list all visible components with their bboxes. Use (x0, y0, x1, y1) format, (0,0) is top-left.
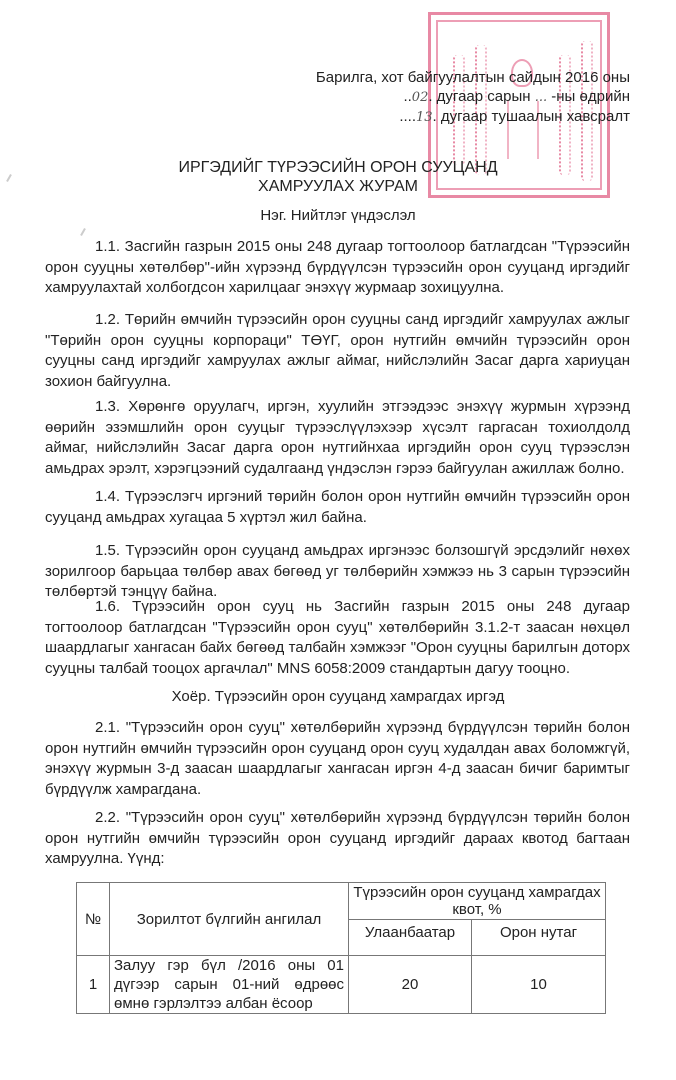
cell-local: 10 (472, 956, 606, 1014)
paragraph-1-5: 1.5. Түрээсийн орон сууцанд амьдрах иргэнээс болзошгүй эрсдэлийг нөхөх зорилгоор барьцаа төлбөр авах бөгөөд уг төлбөрийн хэмжээ нь 3 сарын түрээсийн төлбөртэй тэнцүү байна. (45, 542, 630, 600)
section-heading-1: Нэг. Нийтлэг үндэслэл (260, 207, 416, 224)
attachment-line-1: Барилга, хот байгуулалтын сайдын 2016 оны (315, 69, 630, 86)
scan-speck (80, 228, 86, 236)
cell-category: Залуу гэр бүл /2016 оны 01 дүгээр сарын 01-ний өдрөөс өмнө гэрлэлтээ албан ёсоор (110, 956, 349, 1014)
header-category: Зорилтот бүлгийн ангилал (110, 883, 349, 956)
section-heading-2: Хоёр. Түрээсийн орон сууцанд хамрагдах иргэд (171, 688, 505, 705)
paragraph-1-4: 1.4. Түрээслэгч иргэний төрийн болон орон нутгийн өмчийн түрээсийн орон сууцанд амьдрах хугацаа 5 хүртэл жил байна. (45, 488, 630, 526)
handwritten-order-number: 13 (416, 110, 433, 125)
handwritten-day: ... (534, 90, 548, 105)
cell-number: 1 (77, 956, 110, 1014)
title-line-2: ХАМРУУЛАХ ЖУРАМ (258, 178, 418, 195)
header-local: Орон нутаг (472, 920, 606, 956)
attachment-line-3: ....13. дугаар тушаалын хавсралт (399, 108, 630, 125)
header-number: № (77, 883, 110, 956)
paragraph-2-1: 2.1. "Түрээсийн орон сууц" хөтөлбөрийн хүрээнд бүрдүүлсэн төрийн болон орон нутгийн өмчийн түрээсийн орон сууцанд орон сууц худалдан авах боломжгүй, энэхүү журмын 3-д заасан шаардлагыг хангасан иргэн 4-д заасан бичиг баримтыг бүрдүүлж хамрагдана. (45, 719, 630, 798)
title-line-1: ИРГЭДИЙГ ТҮРЭЭСИЙН ОРОН СУУЦАНД (178, 159, 498, 176)
quota-table (76, 882, 606, 1014)
table-header-row (77, 883, 606, 920)
header-ulaanbaatar: Улаанбаатар (349, 920, 472, 956)
cell-ulaanbaatar: 20 (349, 956, 472, 1014)
document-title (0, 158, 676, 196)
header-quota: Түрээсийн орон сууцанд хамрагдах квот, % (349, 883, 606, 920)
paragraph-1-1: 1.1. Засгийн газрын 2015 оны 248 дугаар тогтоолоор батлагдсан "Түрээсийн орон сууцны хөтөлбөр"-ийн хүрээнд бүрдүүлсэн түрээсийн орон сууцанд иргэдийг хамруулахтай холбогдсон харилцааг энэхүү журмаар зохицуулна. (45, 238, 630, 296)
paragraph-1-3: 1.3. Хөрөнгө оруулагч, иргэн, хуулийн этгээдээс энэхүү журмын хүрээнд өөрийн эзэмшлийн орон сууцыг түрээслүүлэхээр хүсэлт гаргасан тохиолдолд аймаг, нийслэлийн Засаг дарга орон нутгийнхаа иргэдийн орон сууц түрээслэн амьдрах эрэлт, хэрэгцээний судалгаанд үндэслэн гэрээ байгуулан ажиллаж болно. (45, 398, 630, 477)
attachment-header (316, 68, 630, 127)
paragraph-2-2: 2.2. "Түрээсийн орон сууц" хөтөлбөрийн хүрээнд бүрдүүлсэн төрийн болон орон нутгийн өмчийн түрээсийн орон сууцанд иргэдийг дараах квотод багтаан хамруулна. Үүнд: (45, 809, 630, 867)
paragraph-1-6: 1.6. Түрээсийн орон сууц нь Засгийн газрын 2015 оны 248 дугаар тогтоолоор батлагдсан "Түрээсийн орон сууц" хөтөлбөрийн 3.1.2-т заасан нөхцөл шаардлагыг хангасан байх бөгөөд талбайн хэмжээг "Орон сууцны барилгын доторх сууцны талбай тооцох аргачлал" MNS 6058:2009 стандартын дагуу тооцно. (45, 598, 630, 677)
attachment-line-2: ..02. дугаар сарын ... -ны өдрийн (403, 88, 630, 105)
table-row (77, 956, 606, 1014)
handwritten-month: 02 (411, 90, 429, 105)
paragraph-1-2: 1.2. Төрийн өмчийн түрээсийн орон сууцны санд иргэдийг хамруулах ажлыг "Төрийн орон сууцны корпораци" ТӨҮГ, орон нутгийн өмчийн түрээсийн орон сууцны санд иргэдийг хамруулах ажлыг аймаг, нийслэлийн Засаг дарга хариуцан зохион байгуулна. (45, 311, 631, 390)
